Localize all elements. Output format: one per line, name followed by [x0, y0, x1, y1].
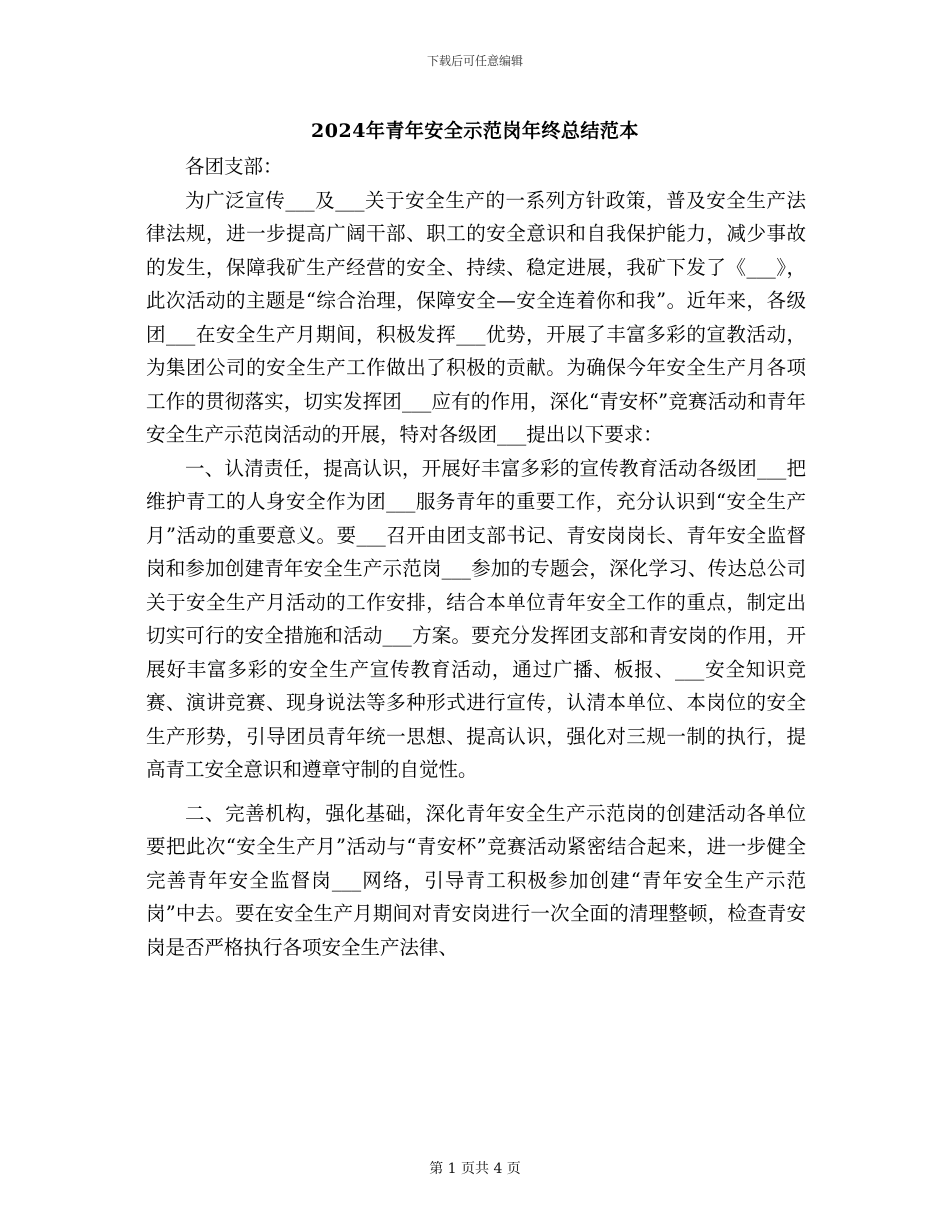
salutation-paragraph: 各团支部：	[185, 155, 283, 178]
intro-paragraph: 为广泛宣传___及___关于安全生产的一系列方针政策，普及安全生产法律法规，进一步提高广阔干部、职工的安全意识和自我保护能力，减少事故的发生，保障我矿生产经营的安全、持续、稳定进展，我矿下发了《___》，此次活动的主题是“综合治理，保障安全—安全连着你和我”。近年来，各级团___在安全生产月期间，积极发挥___优势，开展了丰富多彩的宣教活动，为集团公司的安全生产工作做出了积极的贡献。为确保今年安全生产月各项工作的贯彻落实，切实发挥团___应有的作用，深化“青安杯”竞赛活动和青年安全生产示范岗活动的开展，特对各级团___提出以下要求：	[146, 188, 806, 446]
page-number: 第 1 页共 4 页	[429, 1161, 521, 1177]
document-body	[146, 150, 806, 964]
document-title: 2024年青年安全示范岗年终总结范本	[311, 120, 639, 142]
section-two-paragraph: 二、完善机构，强化基础，深化青年安全生产示范岗的创建活动各单位要把此次“安全生产月”活动与“青安杯”竞赛活动紧密结合起来，进一步健全完善青年安全监督岗___网络，引导青工积极参加创建“青年安全生产示范岗”中去。要在安全生产月期间对青安岗进行一次全面的清理整顿，检查青安岗是否严格执行各项安全生产法律、	[146, 801, 806, 959]
download-note: 下载后可任意编辑	[426, 54, 523, 68]
section-one-paragraph: 一、认清责任，提高认识，开展好丰富多彩的宣传教育活动各级团___把维护青工的人身安全作为团___服务青年的重要工作，充分认识到“安全生产月”活动的重要意义。要___召开由团支部书记、青安岗岗长、青年安全监督岗和参加创建青年安全生产示范岗___参加的专题会，深化学习、传达总公司关于安全生产月活动的工作安排，结合本单位青年安全工作的重点，制定出切实可行的安全措施和活动___方案。要充分发挥团支部和青安岗的作用，开展好丰富多彩的安全生产宣传教育活动，通过广播、板报、___安全知识竞赛、演讲竞赛、现身说法等多种形式进行宣传，认清本单位、本岗位的安全生产形势，引导团员青年统一思想、提高认识，强化对三规一制的执行，提高青工安全意识和遵章守制的自觉性。	[146, 456, 806, 781]
